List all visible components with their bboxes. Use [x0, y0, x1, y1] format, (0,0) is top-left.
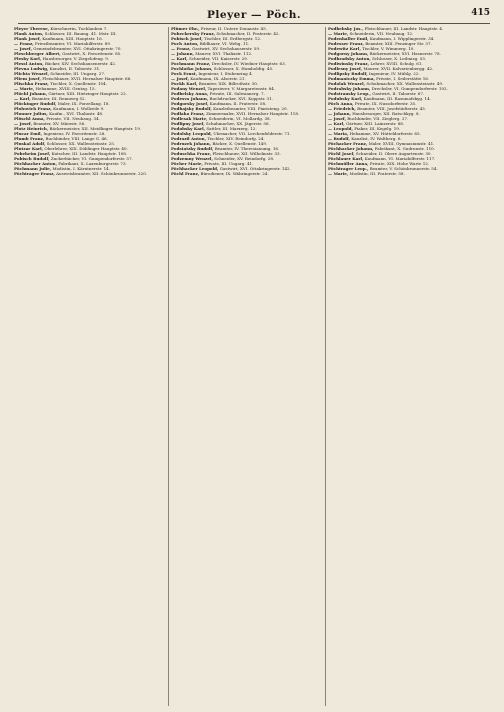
- entry-details: Kutscher, III. Landstr. Hauptstr. 108.: [51, 151, 128, 157]
- entry-details: Friseur, II. Untere Donaustr. 45.: [200, 27, 267, 31]
- entry-name: Plessl Anton,: [14, 61, 44, 67]
- entry-details: Schneider, II. Obere Augartenstr. 30.: [355, 151, 432, 157]
- entry-name: Plevna Ludwig,: [14, 66, 49, 72]
- entry-details: Privatbeamter, VI. Mariahilferstr. 89.: [34, 41, 112, 47]
- entry-name: Podstatzky Rudolf,: [171, 146, 214, 152]
- entry-name: — Rudolf,: [328, 136, 350, 142]
- entry-name: Pöchhacker Anton,: [14, 161, 57, 167]
- entry-details: Tischler, V. Wimmerg. 10.: [362, 46, 415, 52]
- entry-name: Pöchtrager Leop.,: [328, 166, 369, 172]
- page-header: [18, 8, 490, 22]
- entry-name: Podrazil Anton,: [171, 136, 207, 142]
- entry-name: Plucar Emil,: [14, 131, 43, 137]
- entry-details: Modistin, I. Kärntnerstr. 14.: [52, 166, 111, 172]
- entry-name: — Karl,: [328, 121, 345, 127]
- entry-details: Ingenieur, I. Stubenring 4.: [198, 71, 253, 77]
- entry-name: Podany Wenzel,: [171, 86, 207, 92]
- entry-details: Private, I. Seilerstätte 16.: [376, 76, 430, 82]
- entry-name: — Maria,: [328, 131, 349, 137]
- entry-details: Drechsler, VI. Gumpendorferstr. 102.: [371, 86, 448, 92]
- entry-name: Pöchacker Franz,: [328, 141, 368, 147]
- entry-details: Kaufmann, I. Wipplingerstr. 34.: [369, 36, 435, 42]
- entry-name: Podubsky Karl,: [328, 96, 363, 102]
- entry-details: Hebamme, XVIII. Gentzg. 15.: [35, 86, 96, 92]
- entry-name: Podlaha Franz,: [171, 111, 205, 117]
- entry-name: Pöchhacker Leopold,: [171, 166, 219, 172]
- entry-name: Pobeheim Josef,: [14, 151, 51, 157]
- entry-name: Plutzar Karl,: [14, 146, 44, 152]
- entry-details: Schlosser, X. Leibnizg. 55.: [372, 56, 427, 62]
- entry-details: Uhrmacher, VII. Lerchenfelderstr. 71.: [213, 131, 291, 137]
- entry-name: — Josef,: [171, 76, 189, 82]
- entry-name: Plank Josef,: [14, 36, 41, 42]
- entry-details: Drechsler, IV. Wiedner Hauptstr. 63.: [211, 61, 286, 67]
- entry-name: Podolsky Leopold,: [171, 131, 212, 137]
- entry-details: Schuhmacher, XX. Jägerstr. 56.: [205, 121, 270, 127]
- entry-details: Private, III. Salesianerg. 7.: [209, 91, 265, 97]
- entry-details: Maurer, XVI. Thaliastr. 112.: [195, 51, 253, 57]
- entry-details: Kanzlist, II. Taborstr. 31.: [49, 66, 101, 72]
- entry-name: Pöcher Marie,: [171, 161, 203, 167]
- entry-details: Oberlehrer, XIX. Döblinger Hauptstr. 40.: [44, 146, 128, 152]
- entry-details: Fleischhauer, XII. Wilhelmstr. 33.: [212, 151, 281, 157]
- entry-name: — Karl,: [171, 56, 188, 62]
- entry-name: Pöchl Josef,: [328, 151, 355, 157]
- entry-details: Maurer, XVII. Kalvarienbergg. 42.: [363, 66, 434, 72]
- entry-details: Beamter, VIII. Josefstädterstr. 43.: [357, 106, 427, 112]
- entry-details: Schneider, VII. Kaiserstr. 29.: [188, 56, 249, 62]
- entry-name: Plumb Franz,: [14, 136, 45, 142]
- entry-details: Tapezierer, V. Margaretenstr. 84.: [207, 86, 276, 92]
- entry-details: Fleischhauer, III. Landstr. Hauptstr. 4.: [364, 27, 444, 31]
- entry-details: Beamter, XIII. Penzinger Str. 37.: [365, 41, 432, 47]
- entry-name: Podesser Franz,: [328, 41, 364, 47]
- entry-details: Kaufm., XVI. Thaliastr. 48.: [49, 111, 104, 117]
- entry-details: Gastwirt, II. Taborstr. 67.: [372, 91, 425, 97]
- entry-name: Podlesak Marie,: [171, 116, 208, 122]
- entry-details: Tischler, X. Quellenstr. 104.: [50, 81, 107, 87]
- entry-details: Bürodiener, IX. Währingerstr. 24.: [200, 171, 269, 177]
- entry-details: Kürschnerin, Tuchlauben 7.: [50, 27, 108, 31]
- directory-entry: [14, 172, 166, 177]
- entry-details: Fabrikant, X. Gudrunstr. 110.: [374, 146, 436, 152]
- entry-name: — Johann,: [171, 51, 194, 57]
- entry-name: Pöch Anna,: [328, 101, 354, 107]
- entry-details: Ingenieur, IV. Favoritenstr. 28.: [43, 131, 106, 137]
- entry-name: — Marie,: [328, 171, 349, 177]
- entry-details: Beamter, XIX. Billrothstr. 30.: [198, 81, 259, 87]
- entry-name: Podruzek Johann,: [171, 141, 212, 147]
- entry-name: — Karl,: [14, 96, 31, 102]
- entry-name: Podzemny Wenzel,: [171, 156, 213, 162]
- entry-name: Podenhaller Emil,: [328, 36, 369, 42]
- entry-details: Schlosser, X. Humboldtg. 45.: [213, 66, 274, 72]
- entry-name: Pobeckersky Franz,: [171, 31, 216, 37]
- entry-name: Pockh Karl,: [171, 81, 198, 87]
- entry-details: Fiaker, III. Kegelg. 19.: [354, 126, 401, 132]
- entry-name: Pleschberger Albert,: [14, 51, 61, 57]
- entry-name: — Johann,: [328, 111, 351, 117]
- entry-details: Gemeindebeamter, XVI. Ottakringerstr. 70.: [33, 46, 122, 52]
- entry-name: — Friedrich,: [328, 106, 356, 112]
- entry-details: Tischler, III. Erdbergstr. 12.: [203, 36, 262, 42]
- entry-details: Schuhmacher, XX. Wallensteinstr. 49.: [366, 81, 444, 87]
- entry-name: Podbelsky Anna,: [171, 91, 209, 97]
- entry-details: Tischler, XIV. Reindorfg. 24.: [207, 136, 265, 142]
- entry-name: Pochmann Franz,: [171, 61, 211, 67]
- entry-details: Gastwirt, XVI. Ottakringerstr. 142.: [219, 166, 291, 172]
- directory-entry: [328, 172, 491, 177]
- page-title: Pleyer — Pöch.: [207, 9, 301, 21]
- entry-details: Hebamme, XV. Hütteldorferstr. 65.: [349, 131, 421, 137]
- entry-details: Fleischhauer, XVII. Hernalser Hauptstr. 66.: [42, 76, 132, 82]
- entry-details: Schneiderin, VI. Mollardg. 38.: [208, 116, 271, 122]
- entry-details: Hausbesorger, V. Ziegelofeng. 9.: [42, 56, 110, 62]
- entry-details: Kanzlist, IV. Waltherg. 6.: [351, 136, 402, 142]
- entry-name: Podlipny Josef,: [171, 121, 205, 127]
- entry-name: Pliem Josef,: [14, 76, 41, 82]
- entry-name: Podmaniczky Emma,: [328, 76, 375, 82]
- entry-name: Podlesny Josef,: [328, 66, 363, 72]
- entry-name: Plöckinger Rudolf,: [14, 101, 57, 107]
- entry-name: Pleyer Therese,: [14, 27, 50, 31]
- entry-details: Maler, XVIII. Gymnasiumstr. 41.: [368, 141, 435, 147]
- entry-name: Podolak Wenzel,: [328, 81, 366, 87]
- entry-details: Beamter, XV. Märzstr. 56.: [33, 121, 86, 127]
- entry-details: Maler, IX. Porzellang. 18.: [57, 101, 110, 107]
- entry-details: Bäckermeister, XVI. Hasnerstr. 78.: [369, 51, 441, 57]
- entry-name: Poch Anton,: [171, 41, 199, 47]
- entry-name: Pochlatko Johann,: [171, 66, 213, 72]
- entry-details: Private, VII. Neubaug. 34.: [46, 116, 100, 122]
- entry-details: Kaufmann, I. Wollzeile 9.: [53, 106, 105, 112]
- entry-name: Podhajsky Rudolf,: [171, 106, 212, 112]
- entry-details: Schlosser, XX. Wallensteinstr. 25.: [46, 141, 116, 147]
- header-rule: [18, 23, 490, 24]
- entry-name: Plank Anton,: [14, 31, 44, 37]
- entry-details: Schneiderin, VII. Neubaug. 12.: [349, 31, 414, 37]
- entry-details: Kaufmann, XIII. Hauptstr. 16.: [42, 36, 103, 42]
- entry-details: Beamter, III. Rennweg 52.: [31, 96, 86, 102]
- entry-details: Beamter, IV. Theresianumg. 16.: [214, 146, 280, 152]
- entry-details: Ingenieur, IV. Mühlg. 22.: [368, 71, 420, 77]
- entry-details: Fabrikant, X. Laxenburgerstr. 73.: [58, 161, 127, 167]
- entry-name: Pöchhacker Johann,: [328, 146, 374, 152]
- entry-name: Pöchl Franz,: [171, 171, 200, 177]
- entry-name: Podrabsky Johann,: [328, 86, 371, 92]
- entry-name: Plischka Franz,: [14, 81, 49, 87]
- entry-details: Kaufmann, IX. Alserstr. 21.: [190, 76, 246, 82]
- entry-name: Plesky Karl,: [14, 56, 42, 62]
- entry-details: Schuhmacher, II. Praterstr. 42.: [216, 31, 280, 37]
- entry-details: Beamter, V. Schönbrunnerstr. 54.: [369, 166, 438, 172]
- entry-details: Private, III. Ungarg. 41.: [204, 161, 254, 167]
- entry-details: Modistin, III. Praterstr. 58.: [349, 171, 405, 177]
- entry-name: Pock Ernst,: [171, 71, 198, 77]
- entry-details: Buchbinder, VIII. Lange G. 46.: [45, 136, 108, 142]
- entry-name: Pobisch Josef,: [171, 36, 203, 42]
- directory-entry: [171, 172, 323, 177]
- entry-name: Pluskal Adolf,: [14, 141, 46, 147]
- entry-details: Kanzleibeamter, VIII. Piaristeng. 20.: [213, 106, 288, 112]
- entry-details: Private, IX. Nussdorferstr. 35.: [354, 101, 417, 107]
- entry-name: Podgorsky Josef,: [171, 101, 209, 107]
- entry-name: Pöchmann Julie,: [14, 166, 52, 172]
- entry-name: Plöchl Johann,: [14, 91, 48, 97]
- entry-details: Ausweisbeamter, XII. Schönbrunnerstr. 220.: [56, 171, 148, 177]
- page-number: 415: [471, 8, 490, 18]
- entry-details: Kaufmann, VI. Mariahilferstr. 117.: [364, 156, 436, 162]
- entry-name: Podgorny Johann,: [328, 51, 369, 57]
- entry-name: — Josef,: [328, 116, 346, 122]
- entry-name: — Marie,: [14, 86, 35, 92]
- entry-details: Lehrer, XVIII. Schulg. 61.: [370, 61, 423, 67]
- entry-name: Plonner Julius,: [14, 111, 48, 117]
- entry-details: Gärtner, XIII. Lainzerstr. 88.: [345, 121, 405, 127]
- entry-details: Gastwirt, X. Favoritenstr. 85.: [62, 51, 122, 57]
- entry-name: Podesva Johann,: [171, 96, 209, 102]
- entry-name: Podobsky Karl,: [171, 126, 206, 132]
- column-divider: [168, 27, 169, 706]
- entry-name: Podhradsky Anton,: [328, 56, 371, 62]
- entry-details: Gastwirt, XV. Sechshauserstr. 59.: [191, 46, 261, 52]
- entry-details: Hausbesorger, XII. Ratschkyg. 8.: [352, 111, 420, 117]
- entry-details: Zuckerbäcker, VI. Gumpendorferstr. 57.: [50, 156, 133, 162]
- entry-details: Kaufmann, II. Praterstr. 58.: [209, 101, 267, 107]
- entry-name: Plöschl Anna,: [14, 116, 45, 122]
- entry-name: Podiwinsky Franz,: [328, 61, 370, 67]
- entry-details: Schneider, XV. Reindorfg. 28.: [214, 156, 275, 162]
- entry-details: Gärtner, XIII. Hietzinger Hauptstr. 22.: [48, 91, 127, 97]
- column-1: [14, 27, 166, 706]
- entry-details: Schlosser, III. Baumg. 41. Mstr. III.: [44, 31, 117, 37]
- entry-name: Podstransky Leop.,: [328, 91, 371, 97]
- entry-details: Bildhauer, VI. Webg. 11.: [199, 41, 250, 47]
- entry-name: Plichta Wenzel,: [14, 71, 49, 77]
- entry-details: Sattler, III. Marxerg. 12.: [206, 126, 257, 132]
- entry-details: Bäckermeister, XII. Meidlinger Hauptstr. 19.: [49, 126, 142, 132]
- entry-details: Kaufmann, III. Rasumofskyg. 14.: [363, 96, 431, 102]
- entry-name: Podlipsky Rudolf,: [328, 71, 368, 77]
- entry-name: — Josef,: [14, 121, 32, 127]
- entry-details: Bäcker, XIV. Sechshausenerstr. 42.: [44, 61, 117, 67]
- entry-name: Plümer Ehr.,: [171, 27, 200, 31]
- entry-details: Schneider, III. Ungarg. 27.: [50, 71, 106, 77]
- entry-details: Private, XIX. Hohe Warte 12.: [369, 161, 430, 167]
- column-3: [328, 27, 491, 706]
- entry-name: Plotz Heinrich,: [14, 126, 49, 132]
- entry-name: Pöchlauer Karl,: [328, 156, 364, 162]
- column-divider: [325, 27, 326, 706]
- entry-name: — Josef,: [14, 46, 32, 52]
- entry-name: Plohovich Franz,: [14, 106, 52, 112]
- entry-name: Pöchmüller Anna,: [328, 161, 369, 167]
- entry-name: — Marie,: [328, 31, 349, 37]
- entry-details: Buchbinder, VII. Zieglerg. 27.: [347, 116, 409, 122]
- entry-details: Buchdrucker, XVI. Koppstr. 31.: [209, 96, 273, 102]
- entry-name: — Franz,: [171, 46, 191, 52]
- entry-name: Podbebsky Jos.,: [328, 27, 364, 31]
- entry-name: Podewitz Karl,: [328, 46, 361, 52]
- entry-name: — Franz,: [14, 41, 34, 47]
- entry-name: Pöchtrager Franz,: [14, 171, 55, 177]
- entry-name: Pobisch Rudolf,: [14, 156, 50, 162]
- column-2: [171, 27, 323, 706]
- entry-name: Poduschka Franz,: [171, 151, 212, 157]
- entry-name: — Leopold,: [328, 126, 353, 132]
- entry-details: Bäcker, X. Quellenstr. 149.: [212, 141, 268, 147]
- entry-details: Zimmermaler, XVII. Hernalser Hauptstr. 118.: [206, 111, 300, 117]
